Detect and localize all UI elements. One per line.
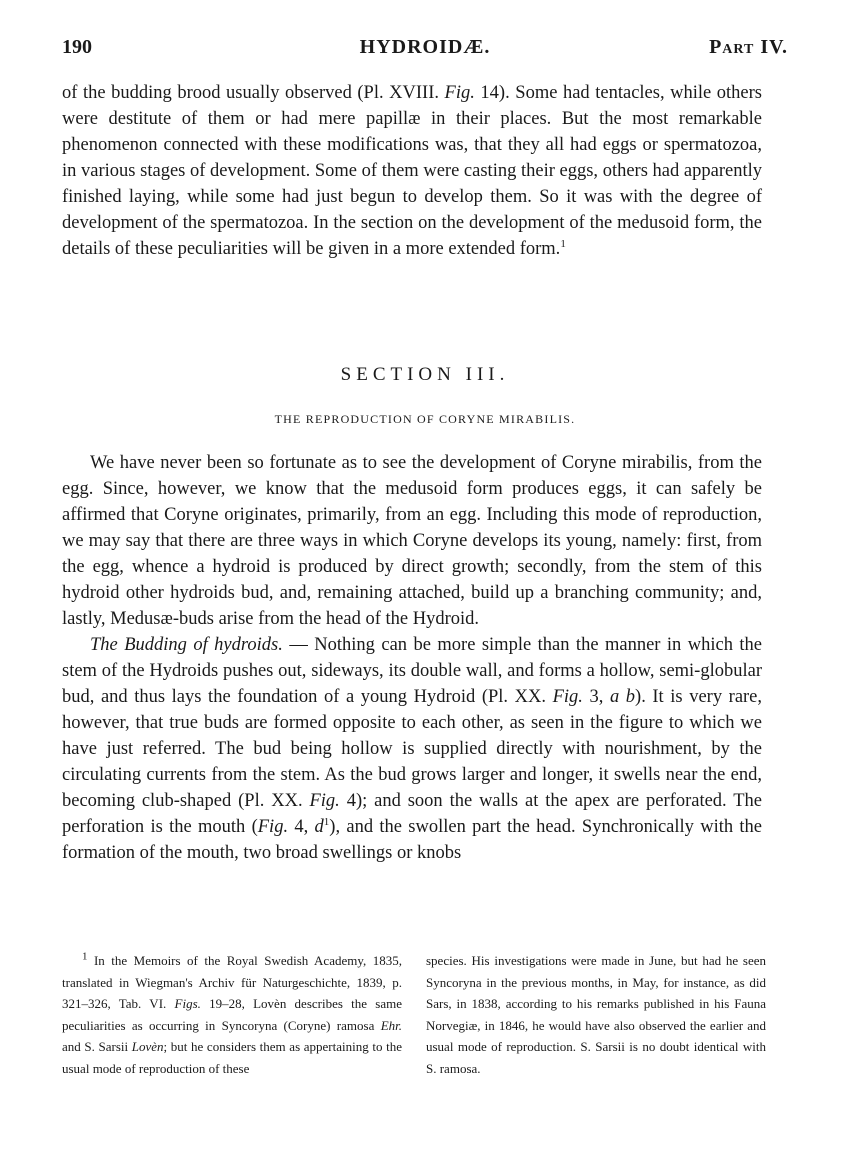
paragraph-coryne-development: We have never been so fortunate as to see the development of Coryne mirabilis, from the egg. Since, however, we know that the medusoid form produces eggs, it can safely be affirmed that Coryne originates, primarily, from an egg. Including this mode of reproduction, we may say that there are three ways in which Coryne develops its young, namely: first, from the egg, whence a hydroid is produced by direct growth; secondly, from the stem of this hydroid other hydroids bud, and, remaining attached, build up a branching community; and, lastly, Medusæ-buds arise from the head of the Hydroid. [62,453,762,629]
section-subtitle: THE REPRODUCTION OF CORYNE MIRABILIS. [274,412,576,426]
footnote-text: In the Memoirs of the Royal Swedish Academy, 1835, translated in Wiegman's Archiv für Naturgeschichte, 1839, p. 321–326, Tab. VI. [62,953,402,1011]
text-run: — Nothing can be more simple than the manner in which the stem of the Hydroids pushes out, sideways, its double wall, and forms a hollow, semi-globular bud, and thus lays the foundation of a young Hydroid (Pl. XX. [62,635,762,707]
author-abbrev: Ehr. [380,1017,402,1033]
author-name: Lovèn [131,1039,164,1054]
text-run: 4, [288,817,315,837]
text-run: ). It is very rare, however, that true buds are formed opposite to each other, as seen in the figure to which we have just referred. The bud being hollow is supplied directly with nourishment, by the circulating currents from the stem. As the bud grows larger and longer, it swells near the end, becoming club-shaped (Pl. XX. [62,687,763,811]
paragraph-budding-of-hydroids [62,632,762,866]
running-title: HYDROIDÆ. [359,36,491,58]
page-number: 190 [62,36,92,58]
footnote-mark: 1 [82,950,88,963]
intro-text-start: of the budding brood usually observed (Pl. XVIII. [62,83,445,103]
fig-ref: Fig. [552,687,583,707]
text-run: ), and the swollen part the head. Synchronically with the formation of the mouth, two broad swellings or knobs [62,817,762,863]
section-heading: SECTION III. [340,364,510,385]
footnote-continuation: species. His investigations were made in June, but had he seen Syncoryna in the previous months, in May, for instance, as did Sars, in 1838, according to his remarks published in his Fauna Norvegiæ, in 1846, he would have also observed the earlier and usual mode of reproduction. S. Sarsii is no doubt identical with S. ramosa. [426,953,766,1076]
running-header [62,36,788,62]
footnote-text: 19–28, Lovèn describes the same peculiarities as occurring in Syncoryna (Coryne) ramosa [62,996,402,1033]
footnote-text: ; but he considers them as appertaining to the usual mode of reproduction of these [62,1039,402,1076]
paragraph-lead-title: The Budding of hydroids. [90,635,283,655]
footnote-column-right [426,950,766,1079]
intro-text-body: 14). Some had tentacles, while others were destitute of them or had mere papillæ in their places. But the most remarkable phenomenon connected with these modifications was, that they all had eggs or spermatozoa, in various stages of development. Some of them were casting their eggs, others had apparently finished laying, while some had just begun to develop them. So it was with the degree of development of the spermatozoa. In the section on the development of the medusoid form, the details of these peculiarities will be given in a more extended form. [62,83,763,259]
text-run: 3, [582,687,610,707]
footnote-reference[interactable]: 1 [560,237,566,250]
fig-letter: d [314,817,324,837]
part-label: Part IV. [709,36,788,58]
text-run: 4); and soon the walls at the apex are perforated. The perforation is the mouth ( [62,791,762,837]
fig-ref: Fig. [309,791,340,811]
footnote-column-left [62,950,402,1079]
section-body [62,450,762,866]
fig-letter-superscript: 1 [323,815,330,828]
footnote-text: and S. Sarsii [62,1039,132,1054]
fig-letters: a b [609,687,636,707]
fig-ref: Figs. [174,996,201,1011]
fig-ref: Fig. [257,817,289,837]
intro-paragraph [62,80,762,262]
fig-ref: Fig. [444,83,475,103]
